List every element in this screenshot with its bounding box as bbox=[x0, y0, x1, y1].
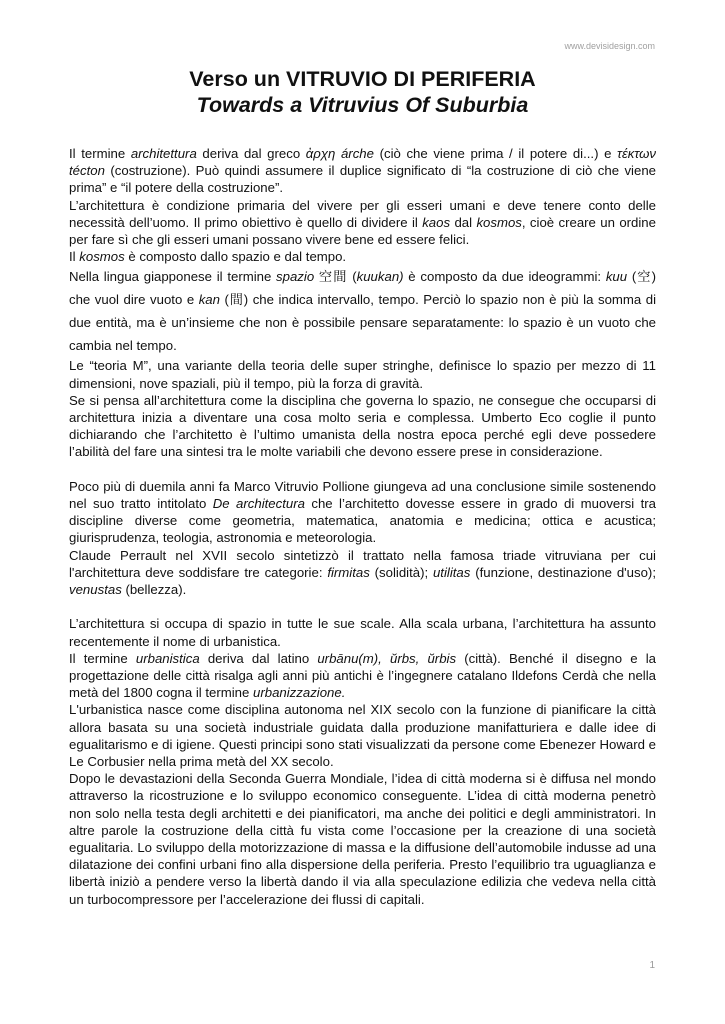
text-run: dal bbox=[450, 214, 477, 230]
paragraph bbox=[69, 197, 656, 249]
text-run: deriva dal latino bbox=[199, 650, 318, 666]
italic-term: τέκτων técton bbox=[69, 146, 656, 179]
italic-term: kuu bbox=[605, 269, 628, 285]
italic-term: urbānu(m), ŭrbs, ŭrbis bbox=[317, 650, 457, 666]
page-number: 1 bbox=[649, 960, 655, 971]
text-run: (città). Benché il disegno e la progettazione delle città risalga agli anni più antichi è l’ingegnere catalano Ildefons Cerdà che nella metà del 1800 cogna il termine bbox=[69, 650, 657, 701]
paragraph bbox=[69, 248, 656, 265]
text-run: L’architettura è condizione primaria del vivere per gli esseri umani e deve tenere conto delle necessità dell’uomo. Il primo obiettivo è quello di dividere il bbox=[69, 197, 656, 230]
paragraph bbox=[69, 392, 656, 461]
title-english: Towards a Vitruvius Of Suburbia bbox=[196, 93, 529, 117]
italic-term: spazio bbox=[276, 269, 315, 285]
document-title bbox=[0, 66, 725, 118]
text-run: è composto da due ideogrammi: bbox=[403, 269, 606, 285]
text-run: (bellezza). bbox=[121, 582, 187, 598]
text-run: L’architettura si occupa di spazio in tutte le sue scale. Alla scala urbana, l’architettura ha assunto recentemente il nome di urbanistica. bbox=[69, 616, 656, 649]
text-run: Claude Perrault nel XVII secolo sintetizzò il trattato nella famosa triade vitruviana per cui l'architettura deve soddisfare tre categorie: bbox=[69, 547, 656, 580]
text-run: Il termine bbox=[69, 650, 136, 666]
paragraph bbox=[69, 701, 656, 770]
paragraph bbox=[69, 265, 656, 357]
text-run: deriva dal greco bbox=[196, 146, 306, 161]
text-run: Le “teoria M”, una variante della teoria delle super stringhe, definisce lo spazio per mezzo di 11 dimensioni, nove spaziali, più il tempo, più la forza di gravità. bbox=[69, 358, 656, 391]
italic-term: urbanizzazione. bbox=[253, 685, 346, 701]
paragraph bbox=[69, 145, 656, 197]
paragraph bbox=[69, 357, 656, 391]
text-run: è composto dallo spazio e dal tempo. bbox=[124, 249, 347, 265]
text-run: Il bbox=[69, 249, 80, 265]
italic-term: kosmos bbox=[476, 214, 522, 230]
italic-term: utilitas bbox=[432, 564, 471, 580]
text-run: 空間 ( bbox=[314, 269, 357, 285]
italic-term: kosmos bbox=[79, 249, 125, 265]
text-run: L'urbanistica nasce come disciplina autonoma nel XIX secolo con la funzione di pianificare la città allora basata su una società industriale guidata dalla produzione manifatturiera e dalle idee di egualitarismo e di igiene. Questi principi sono stati visualizzati da persone come Ebenezer Howard e Le Corbusier nella prima metà del XX secolo. bbox=[69, 702, 656, 770]
text-run: (間) che indica intervallo, tempo. Perciò lo spazio non è più la somma di due entità, ma è un’insieme che non è possibile pensare separatamente: lo spazio è un vuoto che cambia nel tempo. bbox=[69, 292, 656, 354]
italic-term: ἀρχη árche bbox=[305, 146, 374, 161]
paragraph bbox=[69, 770, 656, 908]
italic-term: architettura bbox=[130, 146, 197, 161]
text-run: Dopo le devastazioni della Seconda Guerra Mondiale, l’idea di città moderna si è diffusa nel mondo attraverso la ricostruzione e lo sviluppo economico conseguente. L’idea di città moderna penetrò non solo nella testa degli architetti e dei pianificatori, ma anche dei politici e degli amministratori. In altre parole la costruzione della città fu vista come l’occasione per la creazione di una società egualitaria. Lo sviluppo della motorizzazione di massa e la diffusione dell’automobile indusse ad una dilatazione dei confini urbani fino alla dispersione della periferia. Presto l’equilibrio tra uguaglianza e libertà iniziò a pendere verso la libertà dando il via alla speculazione edilizia che vedeva nella città un turbocompressore per l’accelerazione dei flussi di capitali. bbox=[69, 771, 656, 907]
paragraph bbox=[69, 615, 656, 649]
italic-term: De architectura bbox=[212, 496, 305, 512]
text-run: Nella lingua giapponese il termine bbox=[69, 269, 277, 285]
italic-term: kaos bbox=[422, 214, 451, 230]
text-run: (funzione, destinazione d'uso); bbox=[470, 564, 656, 580]
text-run: Poco più di duemila anni fa Marco Vitruvio Pollione giungeva ad una conclusione simile sostenendo nel suo tratto intitolato bbox=[69, 478, 656, 512]
text-run: , cioè creare un ordine per fare sì che gli esseri umani possano vivere bene ed essere felici. bbox=[69, 214, 656, 248]
paragraph bbox=[69, 547, 656, 599]
italic-term: venustas bbox=[69, 582, 122, 598]
paragraph bbox=[69, 478, 656, 547]
text-run: (costruzione). Può quindi assumere il duplice significato di “la costruzione di ciò che viene prima” e “il potere della costruzione”. bbox=[69, 163, 656, 196]
text-run: (空) che vuol dire vuoto e bbox=[69, 269, 656, 308]
text-run: Il termine bbox=[69, 146, 131, 161]
text-run: Se si pensa all’architettura come la disciplina che governa lo spazio, ne consegue che occuparsi di architettura inizia a diventare una cosa molto seria e complessa. Umberto Eco coglie il punto dichiarando che l’architetto è l’ultimo umanista della nostra epoca perché egli deve possedere l’abilità del fare una sintesi tra le molte variabili che devono essere prese in considerazione. bbox=[69, 392, 656, 460]
italic-term: urbanistica bbox=[135, 650, 200, 666]
italic-term: kan bbox=[198, 292, 220, 308]
paragraph bbox=[69, 650, 656, 702]
site-url: www.devisidesign.com bbox=[564, 41, 655, 51]
title-italian: Verso un VITRUVIO DI PERIFERIA bbox=[189, 67, 536, 91]
document-body bbox=[69, 145, 656, 908]
italic-term: firmitas bbox=[327, 564, 370, 580]
italic-term: kuukan) bbox=[356, 269, 404, 285]
text-run: (ciò che viene prima / il potere di...) e bbox=[373, 146, 618, 161]
text-run: (solidità); bbox=[369, 564, 433, 580]
text-run: che l’architetto dovesse essere in grado di muoversi tra discipline diverse come geometria, matematica, anatomia e medicina; ottica e acustica; giurisprudenza, teologia, astronomia e meteorologia. bbox=[69, 496, 657, 546]
